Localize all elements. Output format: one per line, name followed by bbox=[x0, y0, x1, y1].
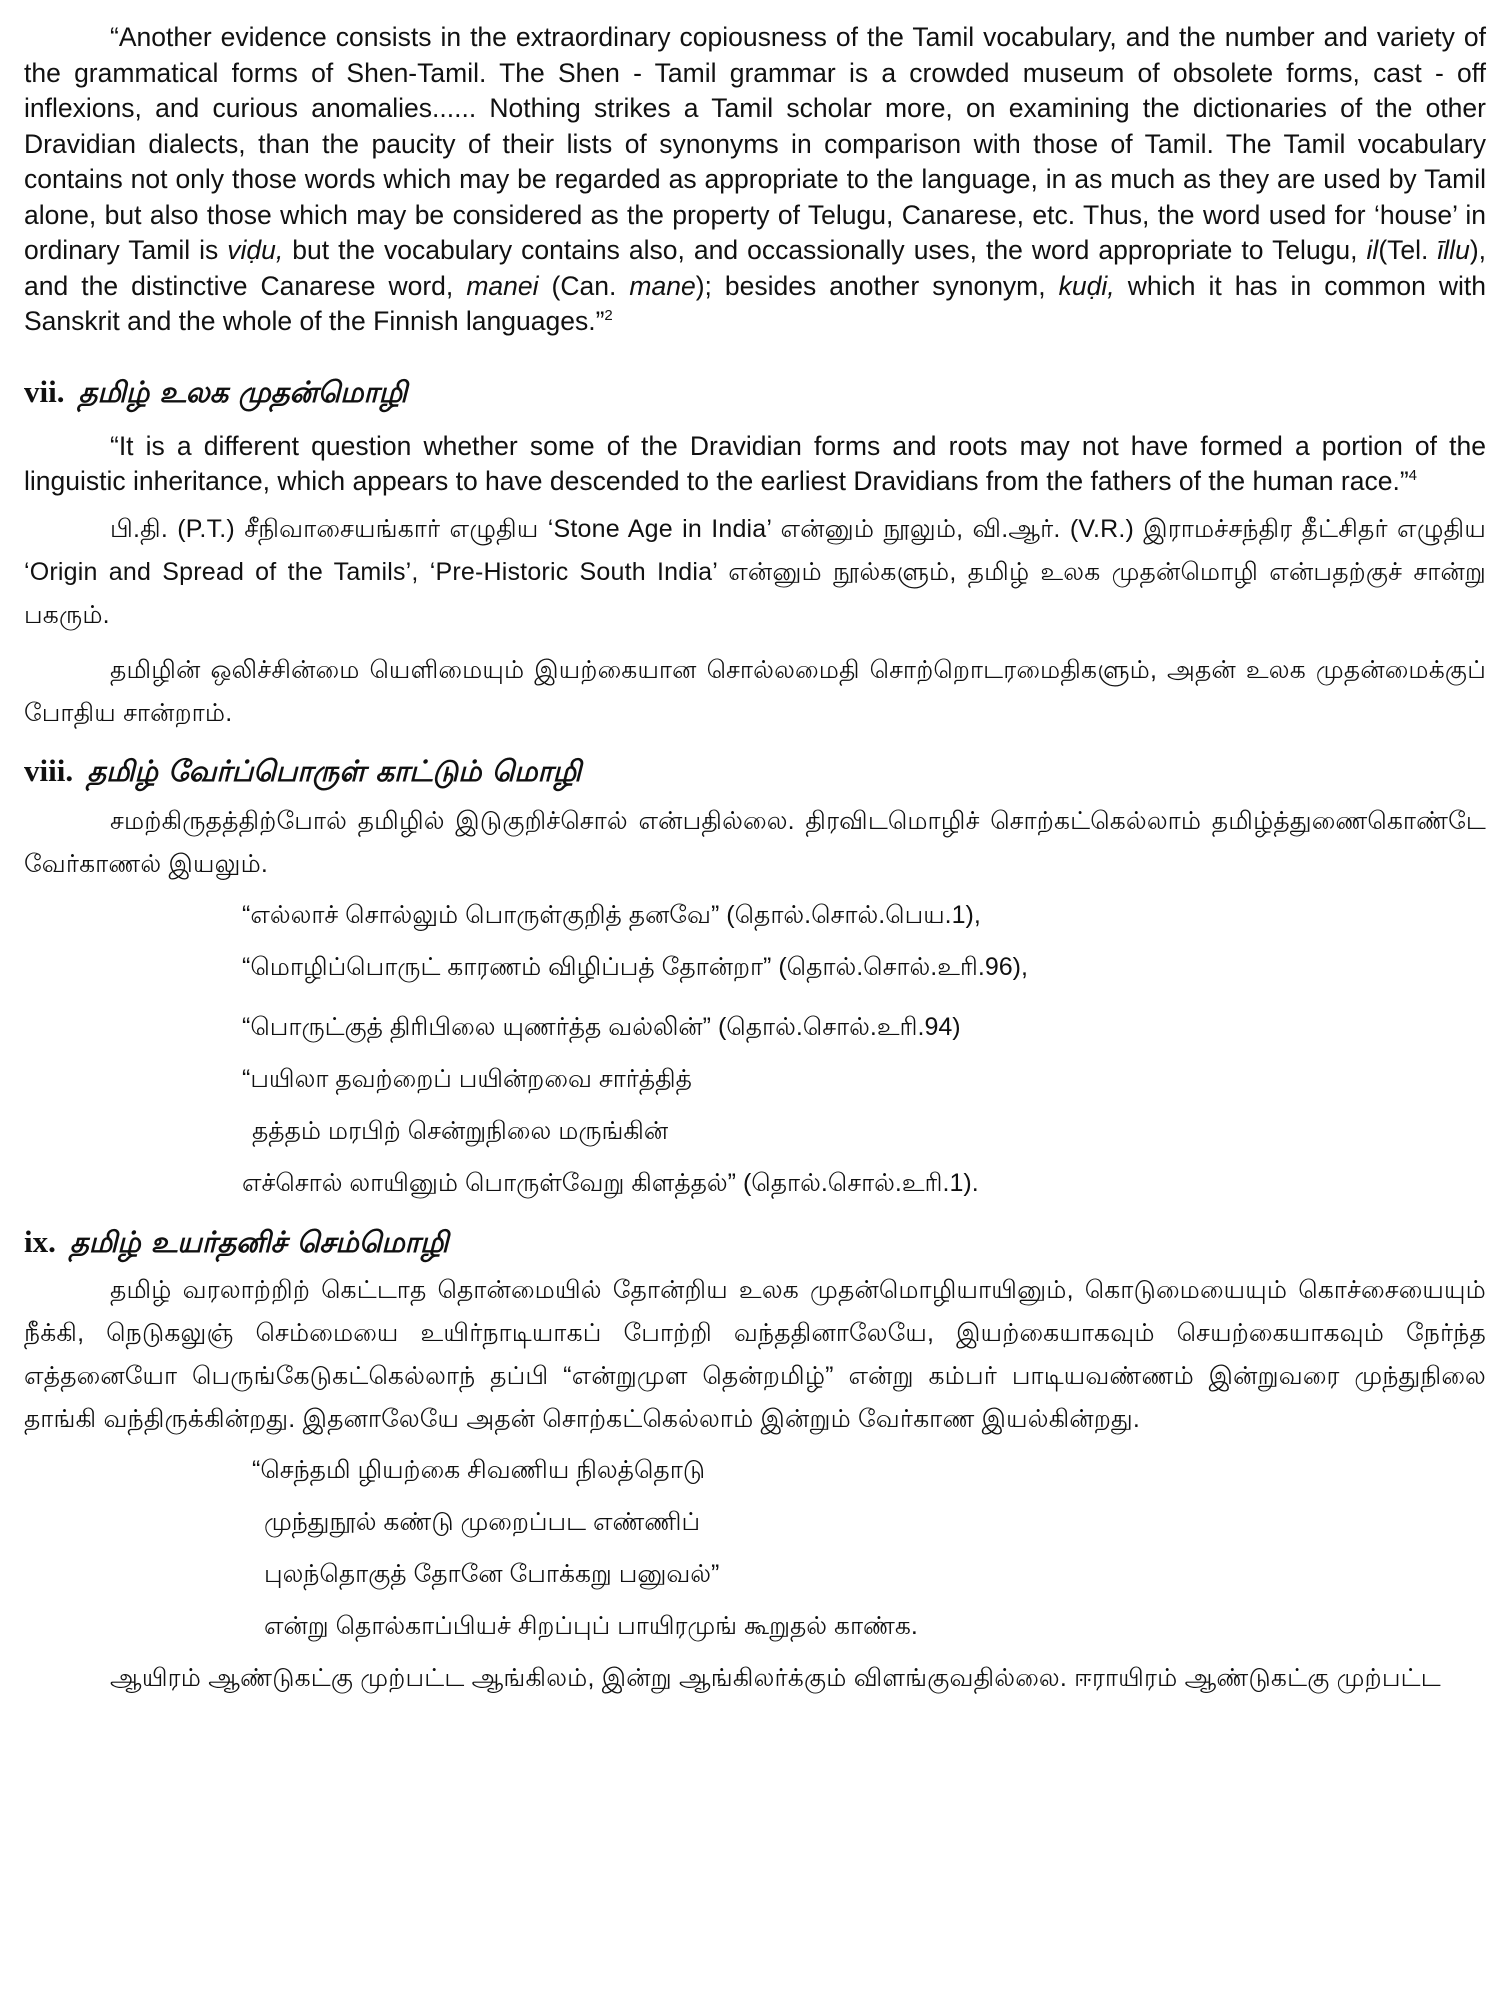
verse-reference: (தொல்.சொல்.உரி.1). bbox=[742, 1168, 979, 1197]
verse-reference: (தொல்.சொல்.உரி.96), bbox=[778, 952, 1028, 981]
word-kudi: kuḍi, bbox=[1058, 270, 1115, 301]
paragraph-classical-language: தமிழ் வரலாற்றிற் கெட்டாத தொன்மையில் தோன்றிய உலக முதன்மொழியாயினும், கொடுமையையும் கொச்சையையும் நீக்கி, நெடுகலுஞ் செம்மையை உயிர்நாடியாகப் போற்றி வந்ததினாலேயே, இயற்கையாகவும் செயற்கையாகவும் நேர்ந்த எத்தனையோ பெருங்கேடுகட்கெல்லாந் தப்பி “என்றுமுள தென்றமிழ்” என்று கம்பர் பாடியவண்ணம் இன்றுவரை முந்துநிலை தாங்கி வந்திருக்கின்றது. இதனாலேயே அதன் சொற்கட்கெல்லாம் இன்றும் வேர்காண இயல்கின்றது. bbox=[24, 1275, 1486, 1433]
verse-line bbox=[242, 1012, 1486, 1042]
word-mane: mane bbox=[629, 270, 696, 301]
verse-reference: (தொல்.சொல்.பெய.1), bbox=[726, 900, 981, 929]
quote-text: ); besides another synonym, bbox=[695, 270, 1059, 301]
quote-text: (Tel. bbox=[1378, 235, 1438, 265]
word-manei: manei bbox=[466, 270, 539, 301]
verse-line: புலந்தொகுத் தோனே போக்கறு பனுவல்” bbox=[264, 1559, 720, 1588]
section-number: vii. bbox=[24, 373, 65, 409]
verse-line bbox=[242, 952, 1486, 982]
quote-text: “Another evidence consists in the extraordinary copiousness of the Tamil vocabulary, and the number and variety of the grammatical forms of Shen-Tamil. The Shen - Tamil grammar is a crowded museum of obsolete forms, cast - off inflexions, and curious anomalies...... Nothing strikes a Tamil scholar more, on examining the dictionaries of the other Dravidian dialects, than the paucity of their lists of synonyms in comparison with those of Tamil. The Tamil vocabulary contains not only those words which may be regarded as appropriate to the language, in as much as they are used by Tamil alone, but also those which may be considered as the property of Telugu, Canarese, etc. Thus, the word used for ‘house’ in ordinary Tamil is bbox=[24, 22, 1486, 265]
section-number: viii. bbox=[24, 752, 74, 788]
quote-text: (Can. bbox=[538, 270, 630, 301]
verse-block-tolkappiyam bbox=[242, 900, 1486, 1198]
verse-reference: (தொல்.சொல்.உரி.94) bbox=[717, 1012, 961, 1041]
verse-line: “செந்தமி ழியற்கை சிவணிய நிலத்தொடு bbox=[252, 1455, 706, 1484]
book-page bbox=[24, 8, 1486, 1700]
word-illu: īllu bbox=[1437, 235, 1470, 265]
section-title: தமிழ் உயர்தனிச் செம்மொழி bbox=[69, 1224, 449, 1259]
quote-text: but the vocabulary contains also, and occassionally uses, the word appropriate to Telugu, bbox=[283, 235, 1367, 265]
paragraph-references: பி.தி. (P.T.) சீநிவாசையங்கார் எழுதிய ‘Stone Age in India’ என்னும் நூலும், வி.ஆர். (V.R.) இராமச்சந்திர தீட்சிதர் எழுதிய ‘Origin and Spread of the Tamils’, ‘Pre-Historic South India’ என்னும் நூல்களும், தமிழ் உலக முதன்மொழி என்பதற்குச் சான்று பகரும். bbox=[24, 514, 1486, 629]
quote-text: ), and the distinctive Canarese word, bbox=[24, 235, 1486, 301]
quote-text: “It is a different question whether some of the Dravidian forms and roots may not have formed a portion of the linguistic inheritance, which appears to have descended to the earliest Dravidians from the fathers of the human race.” bbox=[24, 430, 1486, 496]
section-heading-viii bbox=[24, 753, 1486, 792]
verse-text: “பொருட்குத் திரிபிலை யுணர்த்த வல்லின்” bbox=[242, 1012, 711, 1041]
section-number: ix. bbox=[24, 1223, 56, 1259]
quote-text: which it has in common with Sanskrit and the whole of the Finnish languages.” bbox=[24, 270, 1486, 336]
verse-text: “எல்லாச் சொல்லும் பொருள்குறித் தனவே” bbox=[242, 900, 720, 929]
verse-line: என்று தொல்காப்பியச் சிறப்புப் பாயிரமுங் கூறுதல் காண்க. bbox=[264, 1611, 918, 1640]
footnote-marker: 4 bbox=[1408, 467, 1417, 485]
paragraph-evidence: தமிழின் ஒலிச்சின்மை யெளிமையும் இயற்கையான சொல்லமைதி சொற்றொடரமைதிகளும், அதன் உலக முதன்மைக்குப் போதிய சான்றாம். bbox=[24, 655, 1486, 727]
verse-line bbox=[242, 1168, 1486, 1198]
verse-text: “மொழிப்பொருட் காரணம் விழிப்பத் தோன்றா” bbox=[242, 952, 772, 981]
paragraph-root-meaning: சமற்கிருதத்திற்போல் தமிழில் இடுகுறிச்சொல் என்பதில்லை. திரவிடமொழிச் சொற்கட்கெல்லாம் தமிழ்த்துணைகொண்டே வேர்காணல் இயலும். bbox=[24, 806, 1486, 878]
quote-linguistic-inheritance bbox=[24, 429, 1486, 500]
section-heading-ix bbox=[24, 1224, 1486, 1263]
section-heading-vii bbox=[24, 374, 1486, 413]
word-il: il bbox=[1366, 235, 1379, 265]
verse-line bbox=[242, 900, 1486, 930]
quote-vocabulary bbox=[24, 20, 1486, 340]
section-title: தமிழ் வேர்ப்பொருள் காட்டும் மொழி bbox=[87, 753, 582, 788]
section-title: தமிழ் உலக முதன்மொழி bbox=[78, 374, 408, 409]
footnote-marker: 2 bbox=[604, 307, 613, 325]
word-vidu: viḍu, bbox=[227, 235, 284, 265]
verse-line: முந்துநூல் கண்டு முறைப்பட எண்ணிப் bbox=[264, 1507, 701, 1536]
verse-line: “பயிலா தவற்றைப் பயின்றவை சார்த்தித் bbox=[242, 1064, 692, 1093]
paragraph-english-comparison: ஆயிரம் ஆண்டுகட்கு முற்பட்ட ஆங்கிலம், இன்று ஆங்கிலர்க்கும் விளங்குவதில்லை. ஈராயிரம் ஆண்டுகட்கு முற்பட்ட bbox=[110, 1663, 1441, 1692]
verse-line: தத்தம் மரபிற் சென்றுநிலை மருங்கின் bbox=[252, 1116, 669, 1145]
verse-block-payiram bbox=[252, 1455, 1486, 1641]
verse-text: எச்சொல் லாயினும் பொருள்வேறு கிளத்தல்” bbox=[242, 1168, 737, 1197]
